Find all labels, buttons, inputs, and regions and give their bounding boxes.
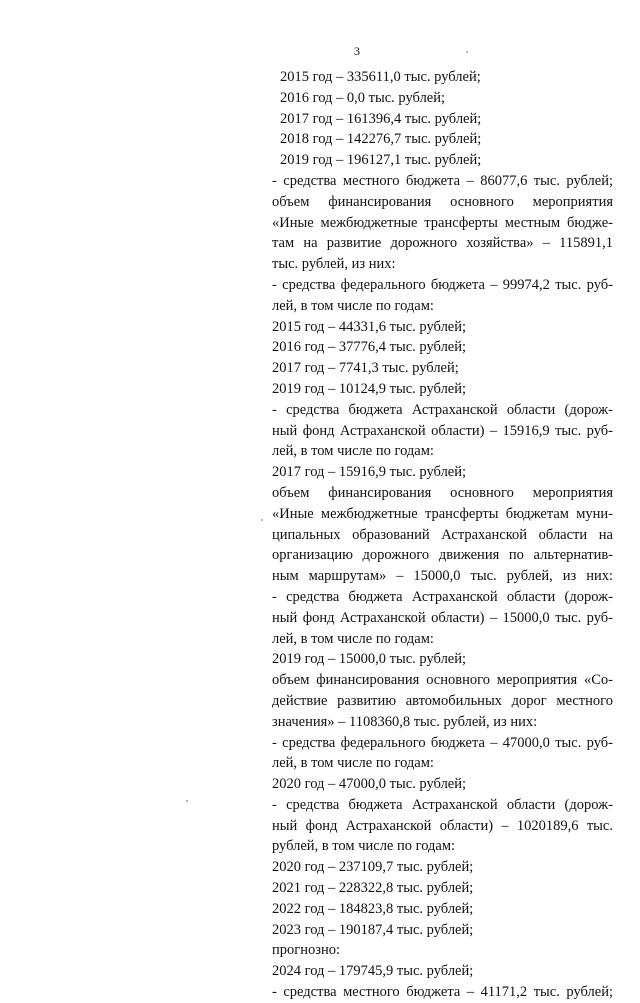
text-line: лей, в том числе по годам:: [272, 297, 434, 314]
text-column: [272, 67, 613, 1003]
text-line: 2017 год – 7741,3 тыс. рублей;: [272, 360, 459, 377]
text-line: 2020 год – 237109,7 тыс. рублей;: [272, 859, 474, 876]
text-line: 2019 год – 15000,0 тыс. рублей;: [272, 651, 467, 668]
text-line: 2017 год – 161396,4 тыс. рублей;: [280, 110, 482, 127]
text-line: 2016 год – 0,0 тыс. рублей;: [280, 89, 446, 106]
text-line: ный фонд Астраханской области) – 1020189,6 тыс.: [272, 817, 613, 834]
text-line: - средства местного бюджета – 86077,6 тыс. рублей;: [272, 172, 613, 189]
text-line: объем финансирования основного мероприятия: [272, 484, 613, 501]
text-line: 2024 год – 179745,9 тыс. рублей;: [272, 963, 474, 980]
scan-speck: [186, 800, 188, 802]
text-line: 2019 год – 196127,1 тыс. рублей;: [280, 152, 482, 169]
text-line: ципальных образований Астраханской области на: [272, 526, 613, 543]
text-line: - средства федерального бюджета – 47000,0 тыс. руб-: [272, 734, 613, 751]
text-line: 2021 год – 228322,8 тыс. рублей;: [272, 880, 474, 897]
text-line: значения» – 1108360,8 тыс. рублей, из них:: [272, 713, 538, 730]
text-line: организацию дорожного движения по альтернатив-: [272, 547, 613, 564]
text-line: тыс. рублей, из них:: [272, 256, 396, 273]
text-line: ным маршрутам» – 15000,0 тыс. рублей, из них:: [272, 568, 613, 585]
text-line: «Иные межбюджетные трансферты местным бюдже-: [272, 214, 613, 231]
text-line: 2016 год – 37776,4 тыс. рублей;: [272, 339, 467, 356]
text-line: 2020 год – 47000,0 тыс. рублей;: [272, 776, 467, 793]
text-line: - средства федерального бюджета – 99974,2 тыс. руб-: [272, 276, 613, 293]
scan-speck: [261, 519, 263, 521]
text-line: объем финансирования основного мероприятия: [272, 193, 613, 210]
text-line: лей, в том числе по годам:: [272, 630, 434, 647]
text-line: 2015 год – 335611,0 тыс. рублей;: [280, 69, 481, 85]
text-line: 2017 год – 15916,9 тыс. рублей;: [272, 464, 467, 481]
text-line: - средства бюджета Астраханской области (дорож-: [272, 588, 613, 605]
text-line: объем финансирования основного мероприятия «Со-: [272, 672, 613, 689]
text-line: - средства местного бюджета – 41171,2 тыс. рублей;: [272, 984, 613, 1001]
text-line: ный фонд Астраханской области) – 15000,0 тыс. руб-: [272, 609, 613, 626]
text-line: - средства бюджета Астраханской области (дорож-: [272, 796, 613, 813]
text-line: 2023 год – 190187,4 тыс. рублей;: [272, 921, 474, 938]
text-line: лей, в том числе по годам:: [272, 755, 434, 772]
text-line: ный фонд Астраханской области) – 15916,9 тыс. руб-: [272, 422, 613, 439]
text-line: рублей, в том числе по годам:: [272, 838, 456, 855]
text-line: лей, в том числе по годам:: [272, 443, 434, 460]
page-number: 3: [354, 44, 360, 58]
text-line: «Иные межбюджетные трансферты бюджетам муни-: [272, 505, 613, 522]
text-line: - средства бюджета Астраханской области (дорож-: [272, 401, 613, 418]
text-line: 2022 год – 184823,8 тыс. рублей;: [272, 900, 474, 917]
text-line: 2018 год – 142276,7 тыс. рублей;: [280, 131, 482, 148]
text-line: 2015 год – 44331,6 тыс. рублей;: [272, 318, 467, 335]
text-line: там на развитие дорожного хозяйства» – 115891,1: [272, 235, 613, 252]
text-line: 2019 год – 10124,9 тыс. рублей;: [272, 380, 467, 397]
text-line: действие развитию автомобильных дорог местного: [272, 692, 613, 709]
scan-speck: [466, 51, 468, 53]
text-line: прогнозно:: [272, 942, 340, 959]
